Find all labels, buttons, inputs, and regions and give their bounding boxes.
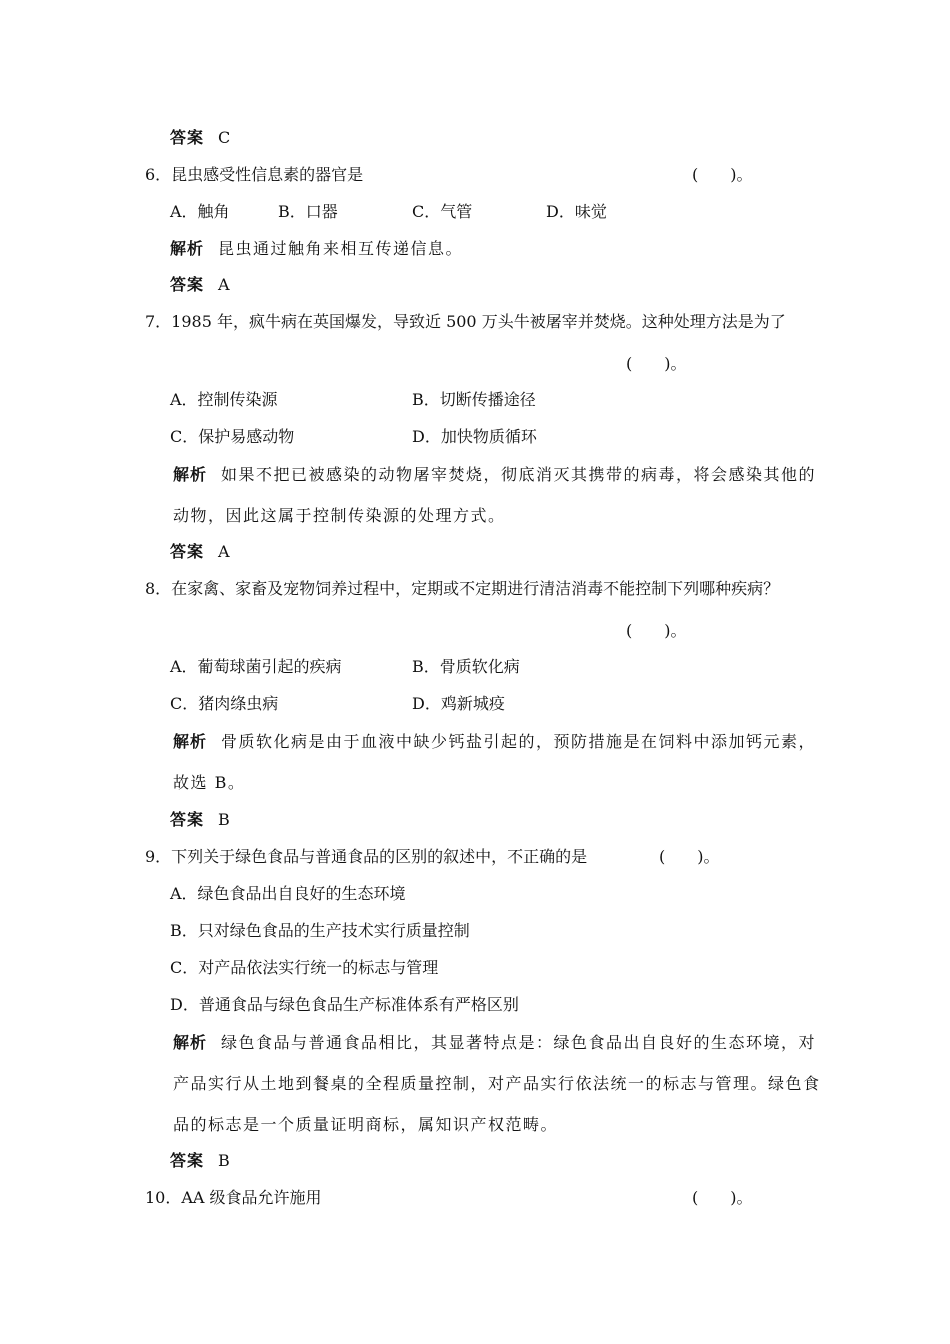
q8-answer — [170, 810, 230, 830]
analysis-label: 解析 — [173, 732, 208, 751]
answer-line-q5 — [170, 128, 230, 148]
analysis-text: 骨质软化病是由于血液中缺少钙盐引起的，预防措施是在饲料中添加钙元素， — [221, 732, 817, 751]
q6-option-a: A．触角 — [170, 202, 230, 221]
q9-answer — [170, 1151, 230, 1171]
analysis-label: 解析 — [170, 239, 205, 258]
q8-option-d: D．鸡新城疫 — [412, 694, 505, 713]
q9-option-a: A．绿色食品出自良好的生态环境 — [170, 884, 406, 903]
analysis-label: 解析 — [173, 465, 208, 484]
analysis-label: 解析 — [173, 1033, 208, 1052]
q6-option-c: C．气管 — [412, 202, 473, 221]
q9-option-b: B．只对绿色食品的生产技术实行质量控制 — [170, 921, 470, 940]
answer-label: 答案 — [170, 275, 205, 294]
q8-analysis-line-1 — [173, 732, 816, 752]
q6-answer — [170, 275, 230, 295]
answer-value: B — [218, 1151, 230, 1170]
q9-analysis-line-1 — [173, 1033, 816, 1053]
analysis-text: 绿色食品与普通食品相比，其显著特点是：绿色食品出自良好的生态环境，对 — [221, 1033, 817, 1052]
q7-option-b: B．切断传播途径 — [412, 390, 536, 409]
q7-answer — [170, 542, 230, 562]
answer-label: 答案 — [170, 542, 205, 561]
answer-value: C — [218, 128, 231, 147]
question-7-stem: 7．1985 年，疯牛病在英国爆发，导致近 500 万头牛被屠宰并焚烧。这种处理方法是为了 — [145, 312, 786, 331]
question-8-stem: 8．在家禽、家畜及宠物饲养过程中，定期或不定期进行清洁消毒不能控制下列哪种疾病？ — [145, 579, 780, 598]
answer-label: 答案 — [170, 810, 205, 829]
q9-analysis-line-2: 产品实行从土地到餐桌的全程质量控制，对产品实行依法统一的标志与管理。绿色食 — [173, 1074, 821, 1093]
q8-option-a: A．葡萄球菌引起的疾病 — [170, 657, 342, 676]
answer-label: 答案 — [170, 128, 205, 147]
q9-option-d: D．普通食品与绿色食品生产标准体系有严格区别 — [170, 995, 519, 1014]
question-10-paren: ( )。 — [692, 1188, 753, 1207]
answer-value: A — [218, 275, 230, 294]
q6-option-d: D．味觉 — [546, 202, 607, 221]
answer-value: B — [218, 810, 230, 829]
question-9-stem: 9．下列关于绿色食品与普通食品的区别的叙述中，不正确的是 — [145, 847, 588, 866]
q8-option-c: C．猪肉绦虫病 — [170, 694, 279, 713]
question-9-paren: ( )。 — [659, 847, 720, 866]
q7-option-d: D．加快物质循环 — [412, 427, 537, 446]
q8-analysis-line-2: 故选 B。 — [173, 773, 246, 792]
q9-analysis-line-3: 品的标志是一个质量证明商标，属知识产权范畴。 — [173, 1115, 559, 1134]
q9-option-c: C．对产品依法实行统一的标志与管理 — [170, 958, 439, 977]
q6-analysis — [170, 239, 463, 259]
q7-analysis-line-2: 动物，因此这属于控制传染源的处理方式。 — [173, 506, 506, 525]
analysis-text: 昆虫通过触角来相互传递信息。 — [218, 239, 464, 258]
answer-value: A — [218, 542, 230, 561]
question-6-paren: ( )。 — [692, 165, 753, 184]
q6-option-b: B．口器 — [278, 202, 338, 221]
analysis-text: 如果不把已被感染的动物屠宰焚烧，彻底消灭其携带的病毒，将会感染其他的 — [221, 465, 817, 484]
answer-label: 答案 — [170, 1151, 205, 1170]
question-10-stem: 10．AA 级食品允许施用 — [145, 1188, 322, 1207]
question-6-stem: 6．昆虫感受性信息素的器官是 — [145, 165, 364, 184]
q7-option-a: A．控制传染源 — [170, 390, 278, 409]
q7-analysis-line-1 — [173, 465, 816, 485]
question-8-paren: ( )。 — [626, 621, 687, 640]
q7-option-c: C．保护易感动物 — [170, 427, 295, 446]
q8-option-b: B．骨质软化病 — [412, 657, 520, 676]
question-7-paren: ( )。 — [626, 354, 687, 373]
